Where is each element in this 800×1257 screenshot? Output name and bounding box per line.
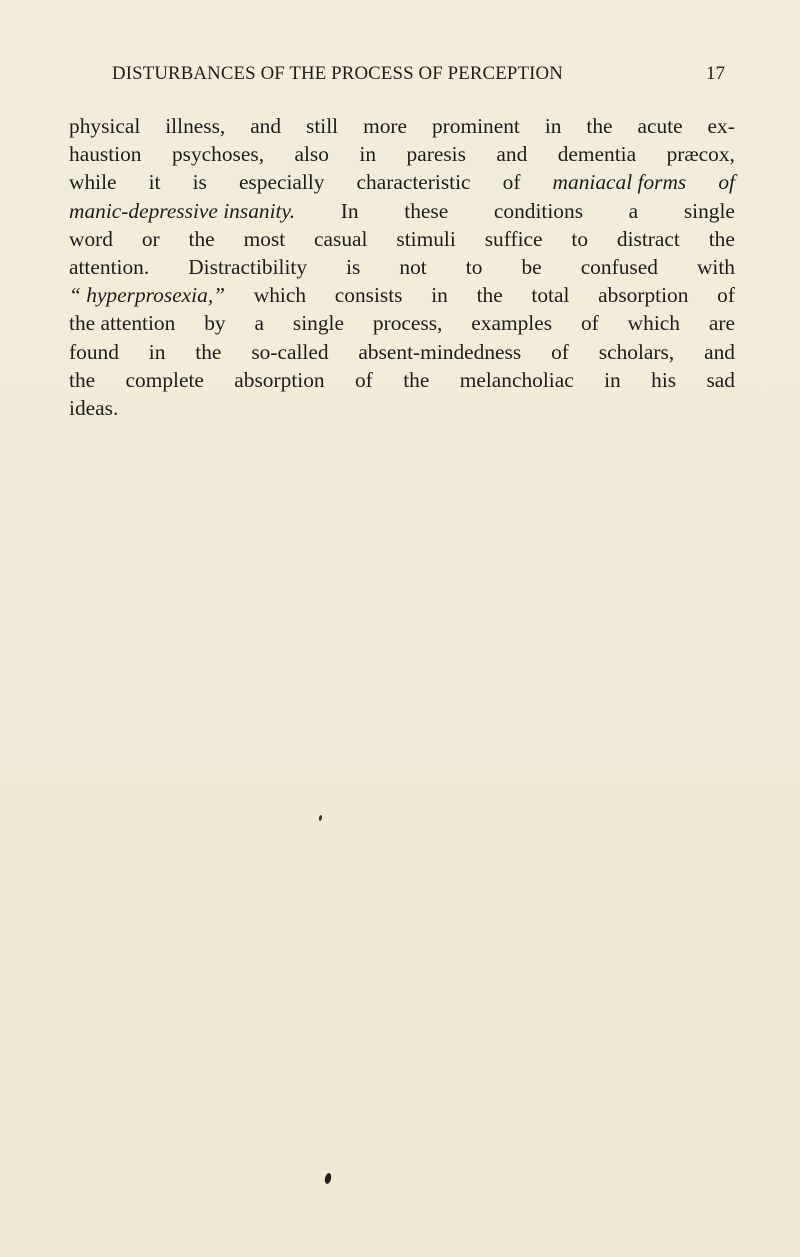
- word: to: [571, 226, 589, 251]
- word: found: [69, 339, 119, 364]
- word: while: [69, 170, 117, 195]
- text-line-4: [69, 197, 735, 225]
- word: ex-: [707, 114, 735, 138]
- word: is: [346, 254, 361, 279]
- word: the: [195, 339, 222, 364]
- word: physical: [69, 114, 141, 138]
- word: absorption: [598, 283, 689, 308]
- word: the: [188, 226, 215, 251]
- italic-term: “ hyperprosexia,”: [69, 283, 226, 308]
- word: with: [696, 254, 735, 279]
- italic-term: maniacal forms: [552, 170, 687, 195]
- word: of: [717, 283, 735, 308]
- word: a: [254, 311, 264, 336]
- body-paragraph: [69, 112, 735, 422]
- word: of: [580, 311, 599, 336]
- word: and: [250, 114, 282, 138]
- word: of: [551, 339, 569, 364]
- text-line-2: [69, 140, 735, 168]
- word: characteristic: [356, 170, 471, 195]
- word: which: [253, 283, 307, 308]
- word: the: [586, 114, 613, 138]
- word: to: [465, 254, 483, 279]
- word: dementia: [557, 142, 637, 167]
- word: scholars,: [598, 339, 675, 364]
- word: casual: [314, 226, 368, 251]
- word: distract: [616, 226, 680, 251]
- word: the: [69, 367, 96, 392]
- word: especially: [238, 170, 325, 195]
- word: in: [148, 339, 166, 364]
- running-head-title: DISTURBANCES OF THE PROCESS OF PERCEPTION: [112, 63, 563, 84]
- word: also: [294, 142, 329, 167]
- word: melancholiac: [459, 367, 574, 392]
- word: the: [708, 226, 735, 251]
- word: acute: [637, 114, 683, 138]
- word: by: [204, 311, 226, 336]
- word: confused: [580, 254, 658, 279]
- word: in: [604, 367, 621, 392]
- word: illness,: [165, 114, 226, 138]
- word: of: [502, 170, 521, 195]
- word: the attention: [69, 311, 176, 336]
- word: more: [363, 114, 408, 138]
- word: or: [141, 226, 160, 251]
- word: absorption: [234, 367, 325, 392]
- ink-speck: [318, 815, 322, 821]
- word: which: [627, 311, 680, 336]
- word: so-called: [251, 339, 329, 364]
- word: consists: [334, 283, 403, 308]
- word: in: [431, 283, 448, 308]
- word: these: [404, 198, 449, 223]
- word: his: [651, 367, 677, 392]
- ink-speck: [324, 1172, 332, 1184]
- word: single: [683, 198, 735, 223]
- word: In: [340, 198, 359, 223]
- text-line-11: [69, 394, 735, 422]
- word: of: [354, 367, 373, 392]
- word: examples: [471, 311, 553, 336]
- word: the: [476, 283, 503, 308]
- running-head: [0, 62, 800, 86]
- word: the: [403, 367, 430, 392]
- word: paresis: [406, 142, 466, 167]
- word: and: [496, 142, 528, 167]
- word: process,: [372, 311, 443, 336]
- word: ideas.: [69, 395, 119, 420]
- text-line-5: [69, 225, 735, 253]
- text-line-3: [69, 168, 735, 196]
- word: in: [359, 142, 377, 167]
- word: most: [243, 226, 286, 251]
- word: total: [531, 283, 570, 308]
- italic-term: manic-depressive insanity.: [69, 198, 296, 223]
- word: are: [708, 311, 735, 336]
- word: it: [148, 170, 161, 195]
- text-line-1: [69, 112, 735, 140]
- word: and: [704, 339, 735, 364]
- word: haustion: [69, 142, 142, 167]
- text-line-8: [69, 309, 735, 337]
- word: præcox,: [666, 142, 735, 167]
- italic-term: of: [718, 170, 735, 195]
- word: word: [69, 226, 113, 251]
- word: a: [628, 198, 639, 223]
- word: single: [292, 311, 344, 336]
- word: sad: [706, 367, 735, 392]
- word: absent-mindedness: [358, 339, 522, 364]
- word: not: [399, 254, 427, 279]
- word: is: [192, 170, 207, 195]
- text-line-7: [69, 281, 735, 309]
- text-line-6: [69, 253, 735, 281]
- word: suffice: [484, 226, 543, 251]
- word: complete: [125, 367, 204, 392]
- page-number: 17: [706, 63, 725, 84]
- word: conditions: [493, 198, 584, 223]
- text-line-10: [69, 366, 735, 394]
- word: in: [544, 114, 562, 138]
- word: be: [521, 254, 542, 279]
- word: still: [306, 114, 339, 138]
- text-line-9: [69, 338, 735, 366]
- word: Distractibility: [188, 254, 308, 279]
- word: prominent: [431, 114, 520, 138]
- word: psychoses,: [171, 142, 265, 167]
- word: attention.: [69, 254, 150, 279]
- word: stimuli: [396, 226, 456, 251]
